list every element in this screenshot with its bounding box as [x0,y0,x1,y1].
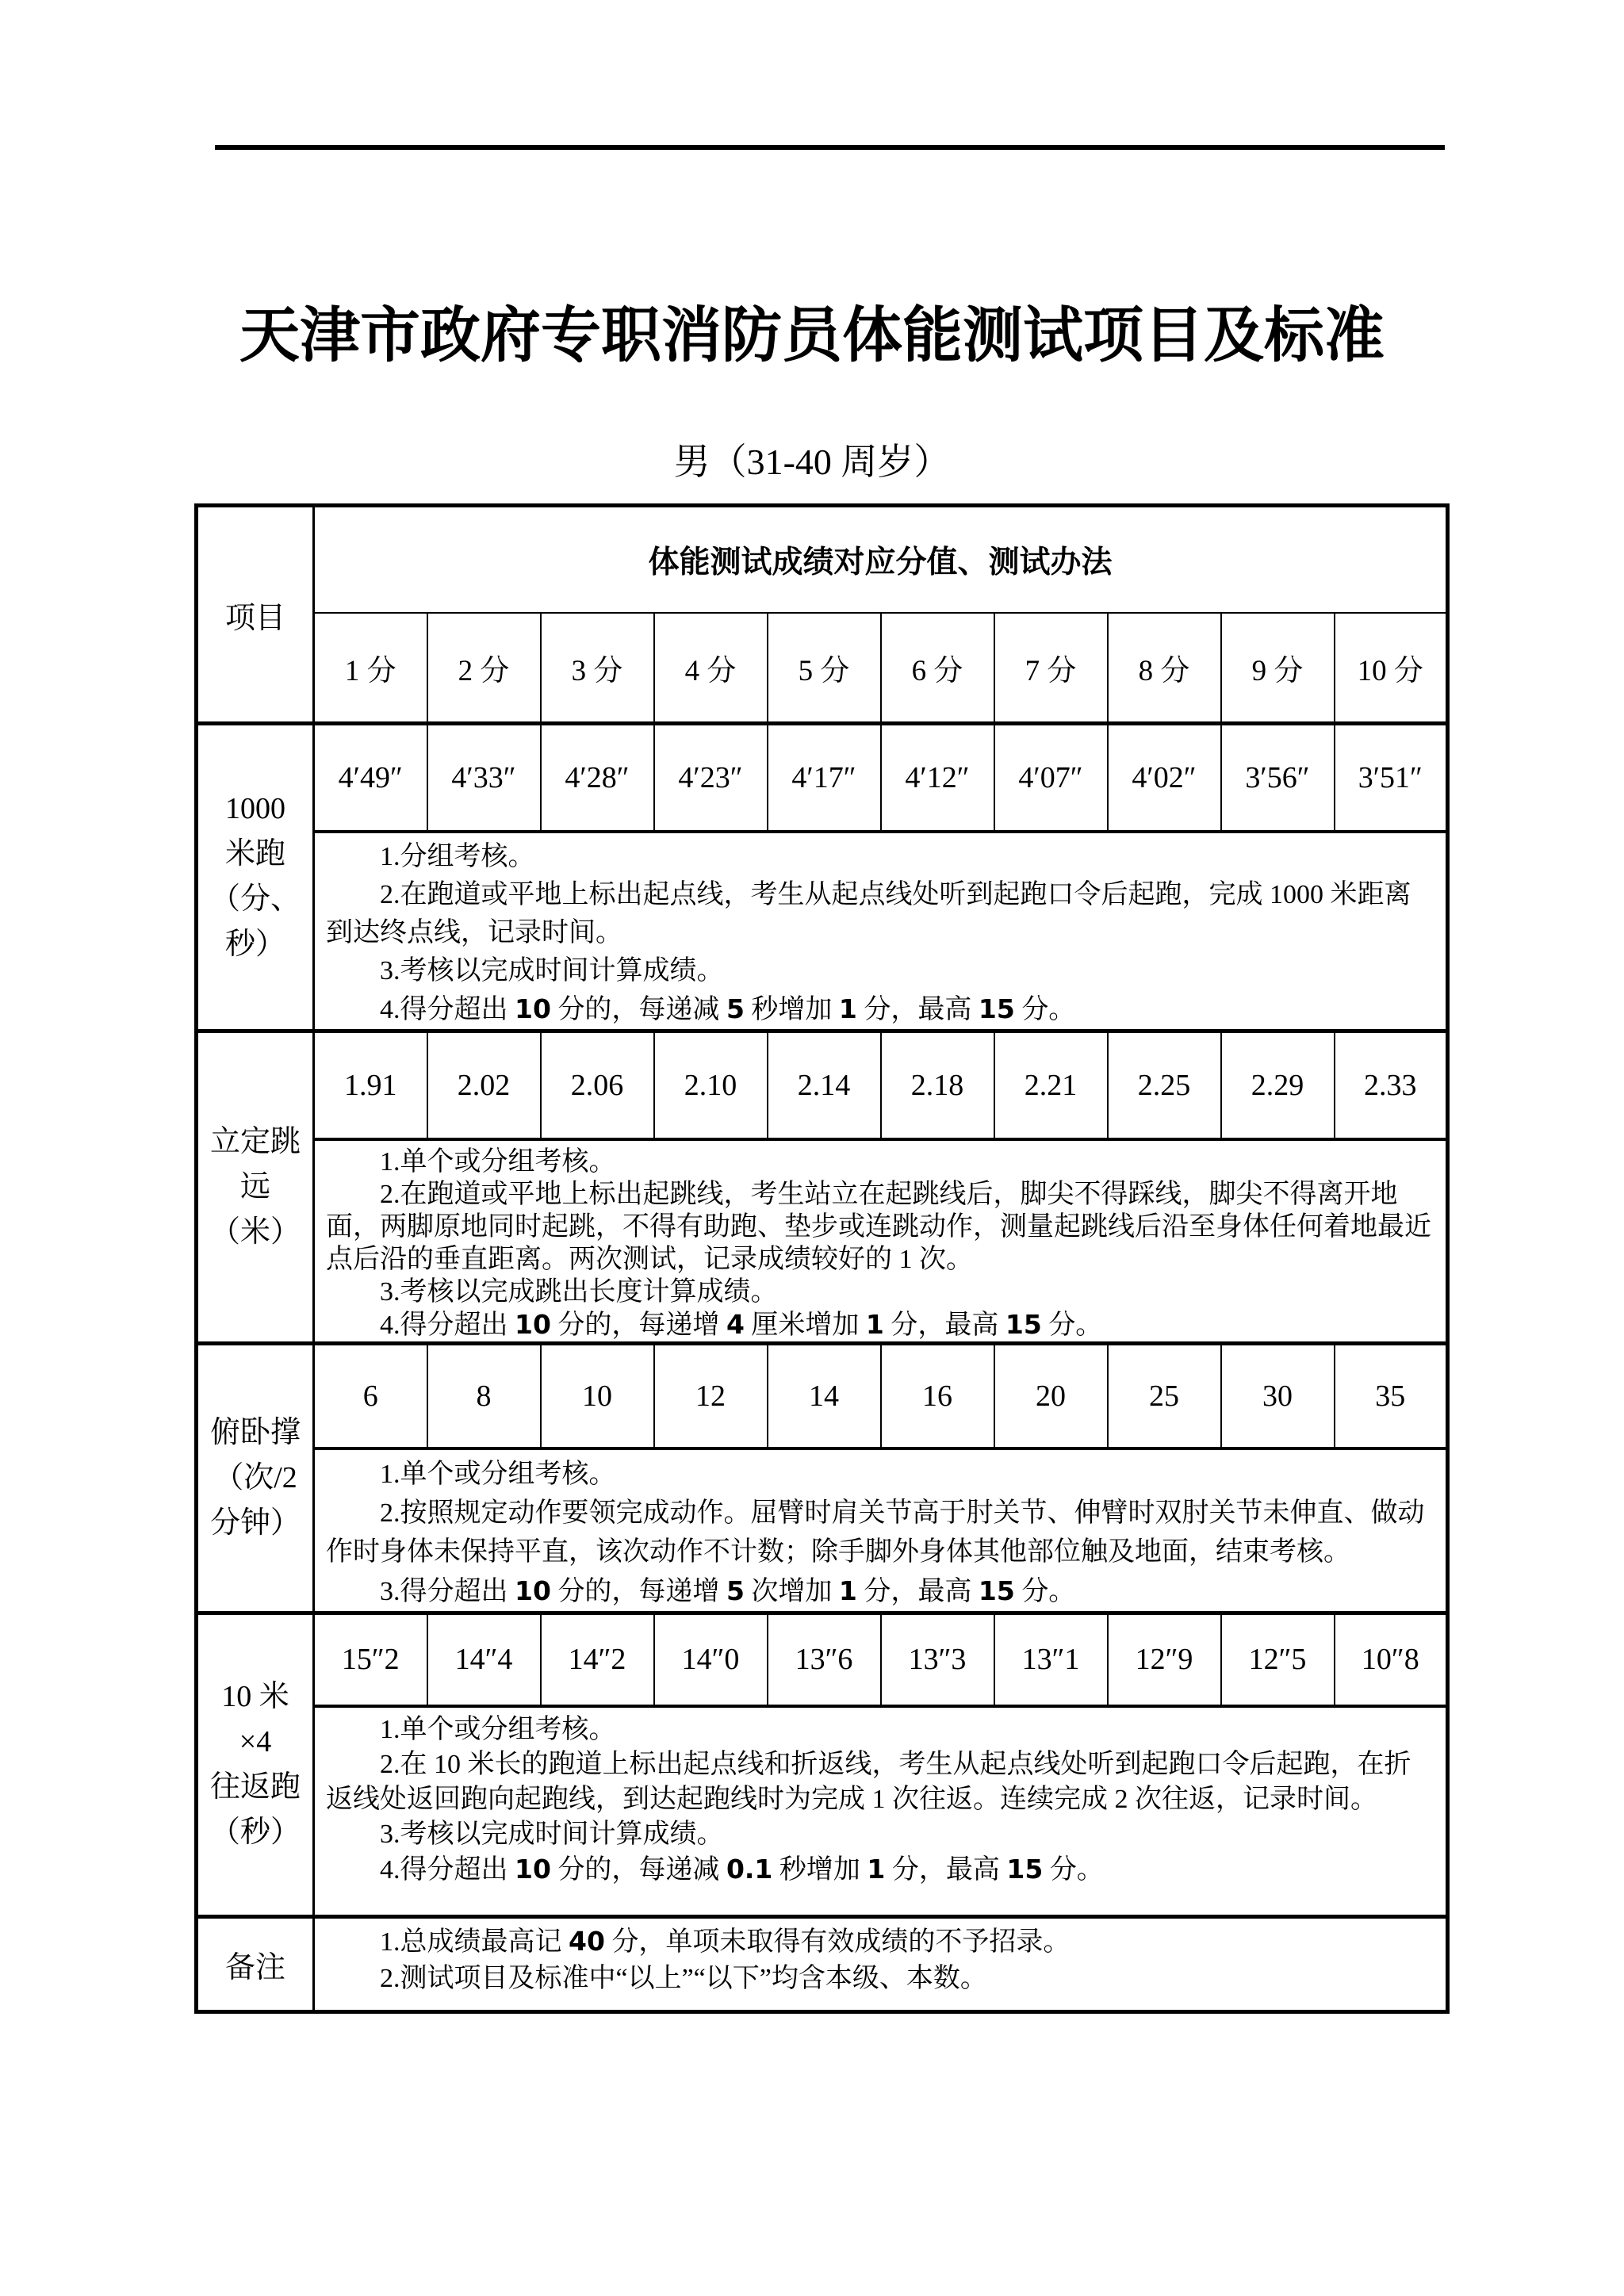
page-subtitle: 男（31-40 周岁） [673,442,951,482]
score-header-cell: 2 分 [427,613,541,724]
notes-cell-1000m-run [314,832,1448,1031]
top-rule [215,145,1445,150]
value-cell: 35 [1335,1344,1448,1448]
value-cell: 6 [314,1344,427,1448]
notes-paragraph: 1.总成绩最高记 40 分，单项未取得有效成绩的不予招录。 [380,1925,1071,1957]
value-cell: 13″6 [768,1613,881,1706]
values-row-push-ups [197,1344,1448,1448]
value-cell: 4′17″ [768,724,881,832]
value-cell: 2.18 [881,1031,994,1139]
bold-number: 10 [515,1575,551,1606]
item-label-cell-standing-long-jump: 立定跳 远 （米） [197,1031,314,1344]
score-header-cell: 10 分 [1335,613,1448,724]
value-cell: 2.10 [654,1031,768,1139]
bold-number: 10 [515,1854,551,1885]
value-cell: 25 [1108,1344,1221,1448]
score-header-cell: 9 分 [1221,613,1335,724]
bold-number: 15 [978,993,1015,1024]
bold-number: 0.1 [726,1854,773,1885]
bold-number: 5 [726,993,745,1024]
value-cell: 4′49″ [314,724,427,832]
notes-paragraph: 2.测试项目及标准中“以上”“以下”均含本级、本数。 [380,1963,987,1993]
value-cell: 4′23″ [654,724,768,832]
score-header-cell: 1 分 [314,613,427,724]
value-cell: 4′12″ [881,724,994,832]
values-row-1000m-run [197,724,1448,832]
score-header-cell: 3 分 [541,613,654,724]
value-cell: 4′28″ [541,724,654,832]
notes-cell-push-ups [314,1448,1448,1613]
item-label-cell-push-ups: 俯卧撑 （次/2 分钟） [197,1344,314,1613]
notes-paragraph: 1.分组考核。 [380,841,535,871]
bold-number: 40 [569,1925,605,1957]
score-header-cell: 4 分 [654,613,768,724]
bold-number: 1 [867,1854,886,1885]
notes-row-shuttle-run [197,1706,1448,1916]
value-cell: 20 [994,1344,1108,1448]
bold-number: 10 [515,1309,551,1340]
notes-row-push-ups [197,1448,1448,1613]
value-cell: 14 [768,1344,881,1448]
value-cell: 13″3 [881,1613,994,1706]
value-cell: 2.02 [427,1031,541,1139]
header-row-main [197,506,1448,613]
bold-number: 1 [865,1309,884,1340]
value-cell: 4′02″ [1108,724,1221,832]
page-title: 天津市政府专职消防员体能测试项目及标准 [239,302,1385,369]
remarks-label-cell: 备注 [197,1916,314,2011]
value-cell: 2.33 [1335,1031,1448,1139]
value-cell: 12″9 [1108,1613,1221,1706]
main-header-cell: 体能测试成绩对应分值、测试办法 [314,506,1448,613]
value-cell: 12 [654,1344,768,1448]
value-cell: 1.91 [314,1031,427,1139]
bold-number: 1 [838,993,857,1024]
value-cell: 2.14 [768,1031,881,1139]
bold-number: 15 [1006,1854,1044,1885]
bold-number: 1 [838,1575,857,1606]
value-cell: 2.21 [994,1031,1108,1139]
bold-number: 4 [726,1309,745,1340]
value-cell: 8 [427,1344,541,1448]
notes-cell-standing-long-jump [314,1139,1448,1344]
notes-paragraph: 2.按照规定动作要领完成动作。屈臂时肩关节高于肘关节、伸臂时双肘关节未伸直、做动作时身体未保持平直，该次动作不计数；除手脚外身体其他部位触及地面，结束考核。 [326,1498,1425,1567]
bold-number: 15 [1005,1309,1042,1340]
notes-paragraph: 1.单个或分组考核。 [380,1459,616,1489]
value-cell: 14″4 [427,1613,541,1706]
header-row-scores [197,613,1448,724]
notes-paragraph: 3.考核以完成时间计算成绩。 [380,1820,724,1849]
standards-table [194,503,1450,2014]
remarks-row [197,1916,1448,2011]
value-cell: 4′07″ [994,724,1108,832]
score-header-cell: 6 分 [881,613,994,724]
item-label-cell-shuttle-run: 10 米 ×4 往返跑 （秒） [197,1613,314,1916]
value-cell: 13″1 [994,1613,1108,1706]
value-cell: 12″5 [1221,1613,1335,1706]
value-cell: 10 [541,1344,654,1448]
notes-paragraph: 2.在跑道或平地上标出起跳线，考生站立在起跳线后，脚尖不得踩线，脚尖不得离开地面，两脚原地同时起跳，不得有助跑、垫步或连跳动作，测量起跳线后沿至身体任何着地最近点后沿的垂直距离。两次测试，记录成绩较好的 1 次。 [326,1180,1431,1274]
value-cell: 2.06 [541,1031,654,1139]
corner-cell: 项目 [197,506,314,724]
values-row-shuttle-run [197,1613,1448,1706]
notes-row-standing-long-jump [197,1139,1448,1344]
value-cell: 2.25 [1108,1031,1221,1139]
notes-paragraph: 4.得分超出 10 分的，每递减 0.1 秒增加 1 分，最高 15 分。 [380,1854,1104,1885]
value-cell: 14″2 [541,1613,654,1706]
value-cell: 10″8 [1335,1613,1448,1706]
notes-paragraph: 1.单个或分组考核。 [380,1147,616,1177]
item-label-cell-1000m-run: 1000 米跑 （分、 秒） [197,724,314,1031]
bold-number: 15 [978,1575,1015,1606]
notes-paragraph: 2.在 10 米长的跑道上标出起点线和折返线，考生从起点线处听到起跑口令后起跑，在折返线处返回跑向起跑线，到达起跑线时为完成 1 次往返。连续完成 2 次往返，记录时间。 [326,1750,1411,1814]
notes-paragraph: 3.考核以完成时间计算成绩。 [380,955,724,985]
notes-paragraph: 4.得分超出 10 分的，每递减 5 秒增加 1 分，最高 15 分。 [380,993,1076,1024]
value-cell: 15″2 [314,1613,427,1706]
score-header-cell: 8 分 [1108,613,1221,724]
notes-paragraph: 1.单个或分组考核。 [380,1715,616,1744]
notes-paragraph: 3.得分超出 10 分的，每递增 5 次增加 1 分，最高 15 分。 [380,1575,1076,1606]
values-row-standing-long-jump [197,1031,1448,1139]
bold-number: 10 [515,993,551,1024]
notes-row-1000m-run [197,832,1448,1031]
score-header-cell: 5 分 [768,613,881,724]
remarks-notes-cell [314,1916,1448,2011]
value-cell: 30 [1221,1344,1335,1448]
value-cell: 3′56″ [1221,724,1335,832]
value-cell: 16 [881,1344,994,1448]
notes-paragraph: 2.在跑道或平地上标出起点线，考生从起点线处听到起跑口令后起跑，完成 1000 米距离到达终点线，记录时间。 [326,879,1411,947]
value-cell: 14″0 [654,1613,768,1706]
notes-cell-shuttle-run [314,1706,1448,1916]
score-header-cell: 7 分 [994,613,1108,724]
bold-number: 5 [726,1575,745,1606]
value-cell: 2.29 [1221,1031,1335,1139]
value-cell: 3′51″ [1335,724,1448,832]
notes-paragraph: 3.考核以完成跳出长度计算成绩。 [380,1277,778,1307]
notes-paragraph: 4.得分超出 10 分的，每递增 4 厘米增加 1 分，最高 15 分。 [380,1309,1103,1340]
value-cell: 4′33″ [427,724,541,832]
